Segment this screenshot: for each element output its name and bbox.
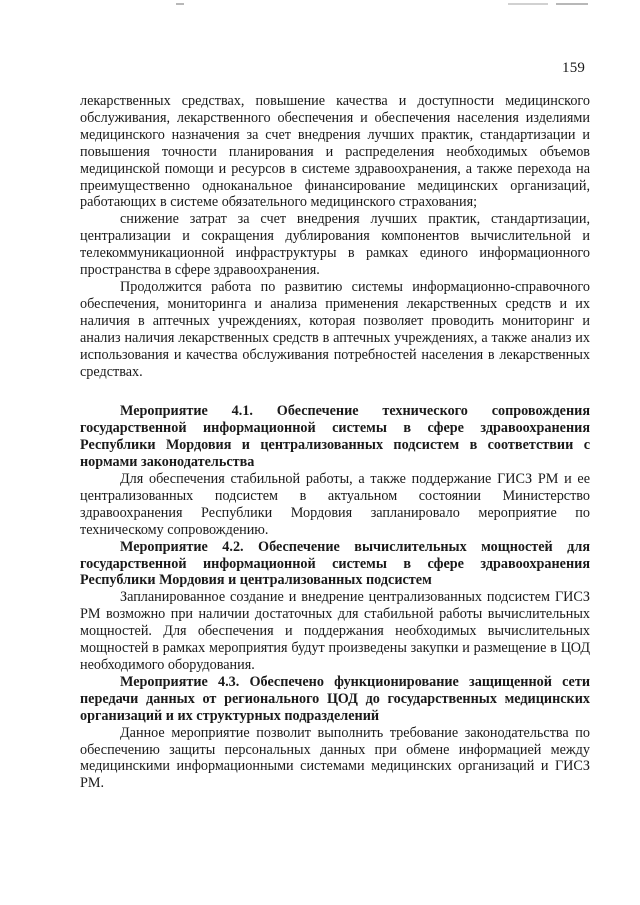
paragraph: Запланированное создание и внедрение централизованных подсистем ГИСЗ РМ возможно при наличии достаточных для стабильной работы вычислительных мощностей. Для обеспечения и поддержания необходимых вычислительных мощностей в рамках мероприятия будут произведены закупки и размещение в ЦОД необходимого оборудования.	[80, 589, 590, 673]
section-heading: Мероприятие 4.2. Обеспечение вычислительных мощностей для государственной информационной системы в сфере здравоохранения Республики Мордовия и централизованных подсистем	[80, 538, 590, 589]
paragraph: Данное мероприятие позволит выполнить требование законодательства по обеспечению защиты персональных данных при обмене информацией между медицинскими информационными системами медицинских организаций и ГИСЗ РМ.	[80, 724, 590, 792]
paragraph: лекарственных средствах, повышение качества и доступности медицинского обслуживания, лекарственного обеспечения и обеспечения населения изделиями медицинского назначения за счет внедрения лучших практик, стандартизации и повышения точности планирования и распределения необходимых объемов медицинской помощи и ресурсов в системе здравоохранения, а также перехода на преимущественно одноканальное финансирование медицинских организаций, работающих в системе обязательного медицинского страхования;	[80, 93, 590, 211]
document-body	[80, 93, 590, 792]
scan-artifact	[508, 3, 548, 5]
section-heading: Мероприятие 4.3. Обеспечено функционирование защищенной сети передачи данных от регионального ЦОД до государственных медицинских организаций и их структурных подразделений	[80, 673, 590, 724]
section-heading: Мероприятие 4.1. Обеспечение технического сопровождения государственной информационной системы в сфере здравоохранения Республики Мордовия и централизованных подсистем в соответствии с нормами законодательства	[80, 403, 590, 471]
paragraph: Продолжится работа по развитию системы информационно-справочного обеспечения, мониторинга и анализа применения лекарственных средств и их наличия в аптечных учреждениях, которая позволяет проводить мониторинг и анализ наличия лекарственных средств в аптечных учреждениях, а также анализ их использования и качества обслуживания потребностей населения в лекарственных средствах.	[80, 278, 590, 380]
paragraph: Для обеспечения стабильной работы, а также поддержание ГИСЗ РМ и ее централизованных подсистем в актуальном состоянии Министерство здравоохранения Республики Мордовия запланировало мероприятие по техническому сопровождению.	[80, 471, 590, 538]
page-number: 159	[562, 60, 586, 76]
paragraph: снижение затрат за счет внедрения лучших практик, стандартизации, централизации и сокращения дублирования компонентов вычислительной и телекоммуникационной инфраструктуры в рамках единого информационного пространства в сфере здравоохранения.	[80, 211, 590, 279]
scan-artifact	[176, 3, 184, 5]
scan-artifact	[556, 3, 588, 5]
